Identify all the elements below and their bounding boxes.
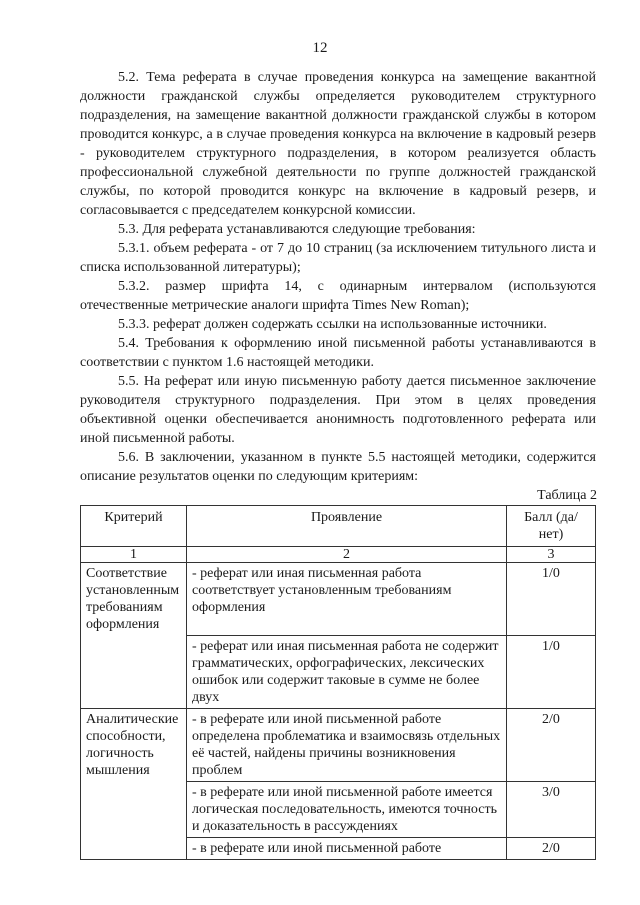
criterion-cell — [81, 635, 187, 708]
header-manifestation: Проявление — [187, 506, 507, 547]
score-cell: 1/0 — [507, 635, 596, 708]
criterion-cell: Соответствие установленным требованиям оформления — [81, 563, 187, 636]
score-cell: 2/0 — [507, 708, 596, 781]
paragraph-5-3-1: 5.3.1. объем реферата - от 7 до 10 страниц (за исключением титульного листа и списка использованной литературы); — [80, 241, 596, 275]
table-row — [81, 837, 596, 859]
criterion-cell: Аналитические способности, логичность мышления — [81, 708, 187, 781]
manifestation-cell: - реферат или иная письменная работа не содержит грамматических, орфографических, лексических ошибок или содержит таковые в сумме не более двух — [187, 635, 507, 708]
column-number: 3 — [507, 547, 596, 563]
manifestation-cell: - в реферате или иной письменной работе имеется логическая последовательность, имеются точность и доказательность в рассуждениях — [187, 781, 507, 837]
table-caption: Таблица 2 — [537, 488, 597, 503]
manifestation-cell: - в реферате или иной письменной работе определена проблематика и взаимосвязь отдельных её частей, найдены причины возникновения проблем — [187, 708, 507, 781]
paragraph-5-6: 5.6. В заключении, указанном в пункте 5.5 настоящей методики, содержится описание результатов оценки по следующим критериям: — [80, 450, 596, 484]
header-score: Балл (да/нет) — [507, 506, 596, 547]
paragraph-5-5: 5.5. На реферат или иную письменную работу дается письменное заключение руководителя структурного подразделения. При этом в целях проведения объективной оценки обеспечивается анонимность подготовленного реферата или иной письменной работы. — [80, 374, 596, 446]
paragraph-5-3-2: 5.3.2. размер шрифта 14, с одинарным интервалом (используются отечественные метрические аналоги шрифта Times New Roman); — [80, 279, 596, 313]
manifestation-cell: - в реферате или иной письменной работе — [187, 837, 507, 859]
table-column-numbers-row — [81, 547, 596, 563]
table-header-row — [81, 506, 596, 547]
paragraph-5-4: 5.4. Требования к оформлению иной письменной работы устанавливаются в соответствии с пунктом 1.6 настоящей методики. — [80, 336, 596, 370]
manifestation-cell: - реферат или иная письменная работа соответствует установленным требованиям оформления — [187, 563, 507, 636]
score-cell: 2/0 — [507, 837, 596, 859]
table-row — [81, 781, 596, 837]
header-criterion: Критерий — [81, 506, 187, 547]
criteria-table — [80, 505, 596, 860]
table-row — [81, 563, 596, 636]
paragraph-5-3: 5.3. Для реферата устанавливаются следующие требования: — [118, 222, 476, 237]
score-cell: 1/0 — [507, 563, 596, 636]
table-row — [81, 708, 596, 781]
paragraph-5-2: 5.2. Тема реферата в случае проведения конкурса на замещение вакантной должности гражданской службы определяется руководителем структурного подразделения, на замещение вакантной должности гражданской службы в котором проводится конкурс, а в случае проведения конкурса на включение в кадровый резерв - руководителем структурного подразделения, в котором реализуется область профессиональной служебной деятельности по группе должностей гражданской службы, по которой проводится конкурс на включение в кадровый резерв, и согласовывается с председателем конкурсной комиссии. — [80, 70, 596, 218]
score-cell: 3/0 — [507, 781, 596, 837]
criterion-cell — [81, 837, 187, 859]
paragraph-5-3-3: 5.3.3. реферат должен содержать ссылки на использованные источники. — [118, 317, 547, 332]
table-row — [81, 635, 596, 708]
column-number: 2 — [187, 547, 507, 563]
page-number: 12 — [312, 40, 328, 56]
column-number: 1 — [81, 547, 187, 563]
criterion-cell — [81, 781, 187, 837]
body-text — [80, 68, 596, 486]
